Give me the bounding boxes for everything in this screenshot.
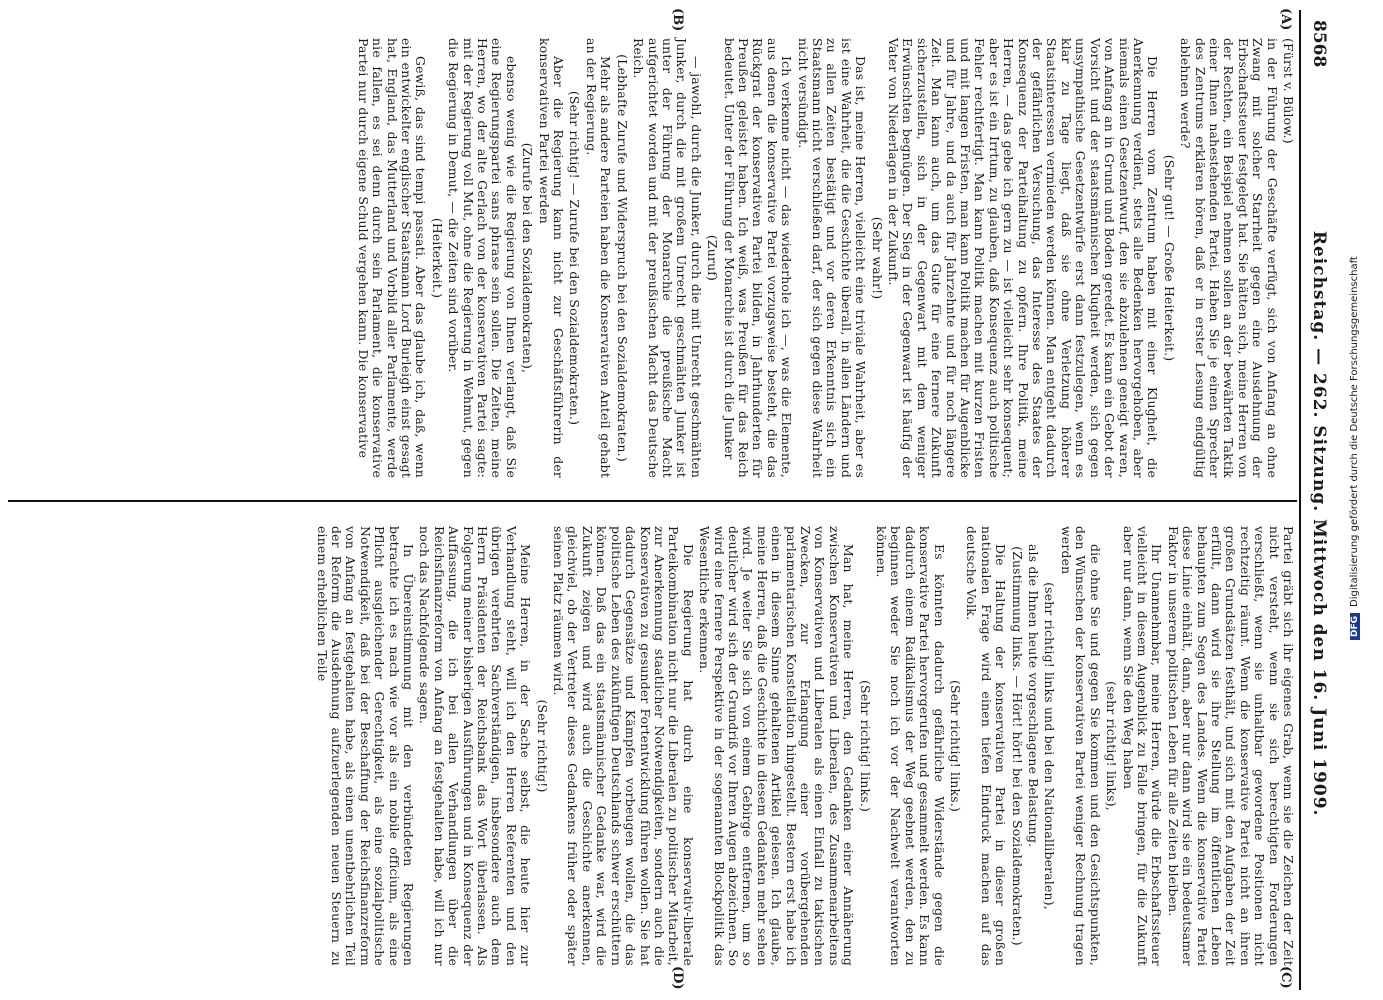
paragraph: Meine Herren, in der Sache selbst, die heute hier zur Verhandlung steht, will ich den Herren Referenten und den übrigen verehrten Sachverständigen, insbesondere auch dem Herrn Präsidenten der Reichsbank das Wort überlassen. Als Folgerung meiner bisherigen Ausführungen und in Konsequenz der Auffassung, die ich bei allen Verhandlungen über die Reichsfinanzreform von Anfang an festgehalten habe, will ich nur noch das Nachfolgende sagen. bbox=[417, 526, 534, 966]
paragraph: (Sehr richtig!) bbox=[534, 699, 550, 793]
paragraph: Die Regierung hat durch eine konservativ-liberale Parteikombination nicht nur die Liberalen zu politischer Mitarbeit, zur Anerkennung staatlicher Notwendigkeiten, sondern auch die Konservativen zu gesunder Fortentwicklung führen wollen. Sie hat dadurch Gegensätze und Kämpfen vorbeugen wollen, die das politische Leben des zukünftigen Deutschlands schwer erschüttern können. Daß das ein staatsmännischer Gedanke war, wird die Zukunft zeigen und wird auch die Geschichte anerkennen, gleichviel, ob der Vertreter dieses Gedankens früher oder später seinen Platz räumen wird. bbox=[551, 526, 696, 966]
paragraph: in der Führung der Geschäfte verfügt, sich von Anfang an ohne Zwang mit solcher Starrheit gegen eine Ausdehnung der Erbschaftssteuer festgelegt hat. Sie hätten sich, meine Herren von der Rechten, ein Beispiel nehmen sollen an der bewährten Taktik einer Ihnen nahestehenden Partei. Haben Sie je einen Sprecher des Zentrums erklären hören, daß er in erster Lesung endgültig ablehnen werde? bbox=[1178, 38, 1280, 478]
paragraph: (sehr richtig! links), bbox=[1104, 681, 1120, 811]
paragraph: (sehr richtig! links und bei den Nationalliberalen), bbox=[1042, 582, 1058, 910]
paragraph: Man hat, meine Herren, den Gedanken einer Annäherung zwischen Konservativen und Liberalen, des Zusammenarbeitens von Konservativen und Liberalen als einen Einfall zu taktischen Zwecken, zur Erlangung einer vorübergehenden parlamentarischen Konstellation hingestellt. Bestern erst habe ich einen in diesem Sinne gehaltenen Artikel gelesen. Ich glaube, meine Herren, daß die Geschichte in diesem Gedanken mehr sehen wird. Je weiter Sie sich von einem Gebirge entfernen, um so deutlicher wird sich der Grundriß vor Ihren Augen abzeichnen. So wird eine fernere Perspektive in der sogenannten Blockpolitik das Wesentliche erkennen. bbox=[697, 526, 857, 966]
paragraph: (Zustimmung links. — Hört! hört! bei den Sozialdemokraten.) bbox=[1009, 546, 1025, 946]
paragraph: Die Haltung der konservativen Partei in dieser großen nationalen Frage wird einen tiefen Eindruck machen auf das deutsche Volk. bbox=[964, 526, 1009, 966]
paragraph: (Sehr wahr!) bbox=[869, 216, 885, 300]
paragraph: (Sehr richtig! links.) bbox=[857, 679, 873, 813]
paragraph: Partei gräbt sich ihr eigenes Grab, wenn sie die Zeichen der Zeit nicht versteht, wenn sie sich berechtigten Forderungen verschließt, wenn sie unhaltbar gewordene Positionen nicht rechtzeitig räumt. Wenn die konservative Partei nicht an ihren großen Grundsätzen festhält, und sich mit den Aufgaben der Zeit erfüllt, dann wird sie ihre Stellung im öffentlichen Leben behaupten zum Segen des Landes. Wenn die konservative Partei diese Linie einhält, dann, aber nur dann wird sie ein bedeutsamer Faktor in unserem politischen Leben für alle Zeiten bleiben. bbox=[1165, 526, 1296, 966]
running-title: Reichstag. — 262. Sitzung. Mittwoch den 16. Juni 1909. bbox=[1309, 230, 1329, 817]
paragraph: Mehr als andere Parteien haben die Konservativen Anteil gehabt an der Regierung. bbox=[583, 38, 614, 478]
paragraph: ebenso wenig wie die Regierung von Ihnen verlangt, daß Sie eine Regierungspartei sans phrase sein sollen. Die Zeiten, meine Herren, wo der alte Gerlach von der konservativen Partei sagte: mit der Regierung voll Mut, ohne die Regierung in Wehmut, gegen die Regierung in Demut, — die Zeiten sind vorüber. bbox=[446, 38, 519, 478]
paragraph: (Sehr gut! — Große Heiterkeit.) bbox=[1161, 154, 1177, 362]
credit-text: Digitalisierung gefördert durch die Deutsche Forschungsgemeinschaft bbox=[1349, 256, 1360, 607]
left-text-column bbox=[353, 38, 1295, 478]
paragraph: (Sehr richtig! — Zurufe bei den Sozialdemokraten.) bbox=[567, 90, 583, 426]
header-rule bbox=[1299, 10, 1301, 990]
margin-marker-b: (B) bbox=[670, 8, 685, 32]
paragraph: Die Herren vom Zentrum haben mit einer Klugheit, die Anerkennung verdient, stets alle Bedenken hervorgehoben, aber niemals einen Gesetzentwurf, den sie abzulehnen geneigt waren, von Anfang an in Grund und Boden geredet. Es kann ein Gebot der Vorsicht und der staatsmännischen Klugheit werden, sich gegen unsympathische Gesetzentwürfe erst dann festzulegen, wenn es klar zu Tage liegt, daß sie ohne Verletzung höherer Staatsinteressen vermieden werden können. Man entgeht dadurch der gefährlichen Versuchung, das Interesse des Staates der Konsequenz der Parteihaltung zu opfern. Ihre Politik, meine Herren, — das gebe ich gern zu — ist vielleicht sehr konsequent; aber es ist ein Irrtum, zu glauben, daß Konsequenz auch politische Fehler rechtfertigt. Man kann Politik machen mit kurzen Fristen und mit langen Fristen, man kann Politik machen für Augenblicke und für Jahre, und da auch für Jahrzehnte und für noch längere Zeit. Man kann auch, um das Gute für eine fernere Zukunft sicherzustellen, sich in der Gegenwart mit dem weniger Erwünschten begnügen. Der Sieg in der Gegenwart ist häufig der Vater von Niederlagen in der Zukunft. bbox=[886, 38, 1161, 478]
right-text-column bbox=[312, 526, 1295, 966]
paragraph: — jawohl, durch die Junker, durch die mit Unrecht geschmähten Junker, durch die mit großem Unrecht geschmähten Junker ist unter der Führung der Monarchie die preußische Macht aufgerichtet worden und mit der preußischen Macht das Deutsche Reich. bbox=[631, 38, 704, 478]
margin-marker-c: (C) bbox=[1278, 966, 1293, 989]
paragraph: (Lebhafte Zurufe und Widerspruch bei den Sozialdemokraten.) bbox=[614, 54, 630, 462]
paragraph: (Zurufe bei den Sozialdemokraten), bbox=[520, 142, 536, 374]
paragraph: die ohne Sie und gegen Sie kommen und den Gesichtspunkten, den Wünschen der konservativen Partei weniger Rechnung tragen werden bbox=[1058, 526, 1103, 966]
column-divider bbox=[8, 500, 1297, 502]
paragraph: Ich verkenne nicht — das wiederhole ich —, was die Elemente, aus denen die konservative Partei vorzugsweise besteht, die das Rückgrat der konservativen Partei bilden, in Jahrhunderten für Preußen geleistet haben. Ich weiß, was Preußen für das Reich bedeutet. Unter der Führung der Monarchie ist durch die Junker bbox=[721, 38, 795, 478]
paragraph: Es könnten dadurch gefährliche Widerstände gegen die konservative Partei hervorgerufen und gesammelt werden. Es kann dadurch einem Radikalismus der Weg geebnet werden, den zu beginnen weder Sie noch ich vor der Nachwelt verantworten können. bbox=[874, 526, 947, 966]
paragraph: als die Ihnen heute vorgeschlagene Belastung. bbox=[1026, 544, 1042, 848]
paragraph: In Übereinstimmung mit den verbündeten Regierungen betrachte ich es nach wie vor als ein nobile officium, als eine Pflicht ausgleichender Gerechtigkeit, als eine sozialpolitische Notwendigkeit, daß bei der Beschaffung der Reichsfinanzreform von Anfang an festgehalten habe, als einen unentbehrlichen Teil der Reform die Ausdehnung aufzuerlegenden neuen Steuern zu einem erheblichen Teile bbox=[314, 526, 417, 966]
paragraph: (Fürst v. Bülow.) bbox=[1281, 38, 1296, 144]
paragraph: Ihr Unannehmbar, meine Herren, würde die Erbschaftssteuer vielleicht in diesem Augenblick zu Falle bringen, für die Zukunft aber nur dann, wenn Sie den Weg haben bbox=[1120, 526, 1165, 966]
digitization-credit bbox=[1349, 256, 1360, 640]
paragraph: (Zuruf) bbox=[705, 234, 721, 282]
paragraph: Aber die Regierung kann nicht zur Geschäftsführerin der konservativen Partei werden bbox=[536, 38, 567, 478]
margin-marker-d: (D) bbox=[670, 966, 685, 990]
page-number: 8568 bbox=[1309, 20, 1329, 68]
paragraph: (Heiterkeit.) bbox=[429, 217, 445, 299]
paragraph: Das ist, meine Herren, vielleicht eine triviale Wahrheit, aber es ist eine Wahrheit, die die Geschichte überall, in allen Ländern und zu allen Zeiten bestätigt und vor deren Erkenntnis sich ein Staatsmann nicht verschließen darf, der sich gegen diese Wahrheit nicht versündigt. bbox=[795, 38, 869, 478]
paragraph: (Sehr richtig! links.) bbox=[948, 679, 964, 813]
dfg-logo: DFG bbox=[1350, 613, 1360, 640]
paragraph: Gewiß, das sind tempi passati. Aber das glaube ich, daß, wenn ein entwickelter englischer Staatsmann Lord Burleigh einst gesagt hat, England, das Mutterland und Vorbild aller Parlamente, werde nie fallen, es sei denn durch sein Parlament, die konservative Partei nur durch eigene Schuld vergehen kann. Die konservative bbox=[355, 38, 429, 478]
margin-marker-a: (A) bbox=[1278, 8, 1293, 31]
page-header bbox=[1303, 20, 1329, 980]
